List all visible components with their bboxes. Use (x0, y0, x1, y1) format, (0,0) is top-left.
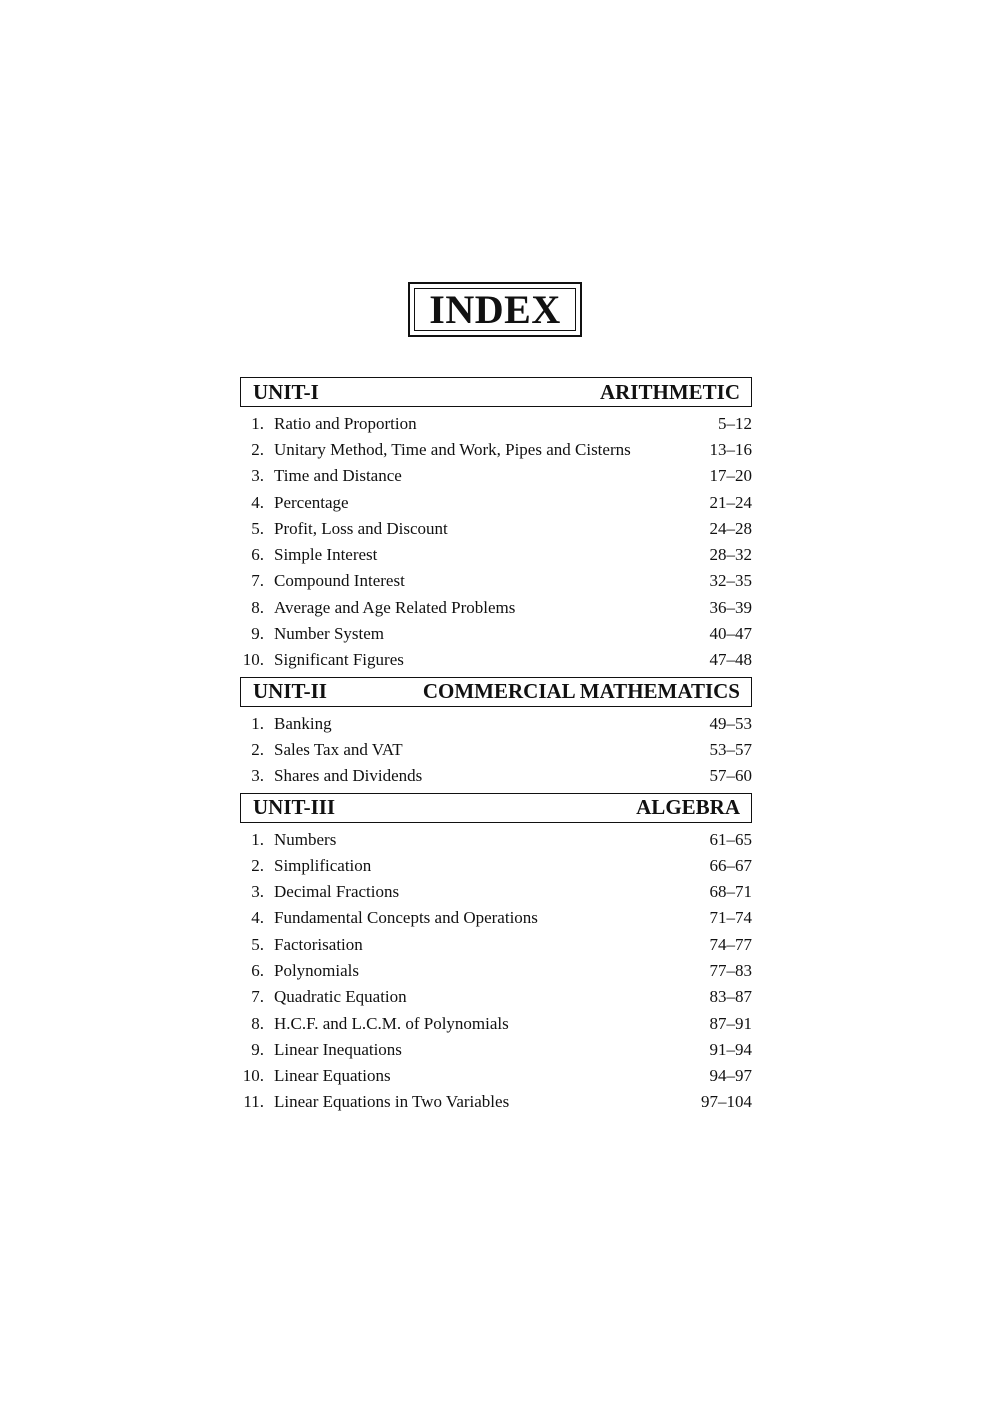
chapter-pages: 87–91 (709, 1013, 752, 1033)
chapter-number: 1. (251, 829, 264, 849)
chapter-pages: 97–104 (701, 1092, 752, 1112)
chapter-row (240, 905, 752, 931)
chapter-title: Decimal Fractions (274, 882, 400, 902)
chapter-row (240, 957, 752, 983)
chapter-title: Number System (274, 624, 385, 644)
chapter-pages: 17–20 (709, 466, 752, 486)
chapter-title: Simple Interest (274, 545, 378, 565)
chapter-list (240, 826, 752, 1115)
chapter-number: 5. (251, 518, 264, 538)
chapter-number: 2. (251, 439, 264, 459)
unit-subject: COMMERCIAL MATHEMATICS (422, 679, 740, 704)
index-content (240, 377, 752, 1115)
chapter-number: 1. (251, 713, 264, 733)
chapter-title: Percentage (274, 492, 349, 512)
chapter-title: Shares and Dividends (274, 766, 423, 786)
chapter-title: Banking (274, 713, 332, 733)
chapter-number: 3. (251, 766, 264, 786)
unit-header (240, 677, 752, 707)
chapter-row (240, 410, 752, 436)
chapter-number: 6. (251, 545, 264, 565)
chapter-title: Sales Tax and VAT (274, 739, 403, 759)
chapter-number: 10. (242, 1066, 264, 1086)
chapter-row (240, 1063, 752, 1089)
chapter-title: Polynomials (274, 960, 360, 980)
chapter-pages: 71–74 (709, 908, 752, 928)
chapter-row (240, 1089, 752, 1115)
chapter-pages: 91–94 (709, 1039, 752, 1059)
index-title-box (408, 282, 582, 337)
unit-subject: ARITHMETIC (599, 379, 740, 404)
chapter-pages: 40–47 (709, 624, 752, 644)
chapter-number: 9. (251, 1039, 264, 1059)
chapter-row (240, 878, 752, 904)
unit-label: UNIT-II (253, 679, 327, 704)
chapter-number: 8. (251, 1013, 264, 1033)
chapter-list (240, 710, 752, 789)
chapter-row (240, 736, 752, 762)
chapter-pages: 24–28 (709, 518, 752, 538)
chapter-title: Ratio and Proportion (274, 413, 417, 433)
chapter-pages: 66–67 (709, 855, 752, 875)
chapter-list (240, 410, 752, 673)
chapter-title: Linear Equations (274, 1066, 391, 1086)
chapter-row (240, 763, 752, 789)
chapter-title: Numbers (274, 829, 337, 849)
chapter-pages: 77–83 (709, 960, 752, 980)
chapter-pages: 94–97 (709, 1066, 752, 1086)
chapter-pages: 57–60 (709, 766, 752, 786)
chapter-number: 8. (251, 597, 264, 617)
index-title: INDEX (414, 288, 576, 331)
chapter-row (240, 463, 752, 489)
chapter-pages: 53–57 (709, 739, 752, 759)
unit-header (240, 793, 752, 823)
chapter-pages: 5–12 (718, 413, 752, 433)
chapter-number: 11. (243, 1092, 264, 1112)
chapter-title: Fundamental Concepts and Operations (274, 908, 538, 928)
chapter-row (240, 1010, 752, 1036)
chapter-number: 1. (251, 413, 264, 433)
chapter-title: Simplification (274, 855, 372, 875)
chapter-title: Unitary Method, Time and Work, Pipes and Cisterns (274, 439, 631, 459)
chapter-title: Time and Distance (274, 466, 402, 486)
chapter-number: 4. (251, 492, 264, 512)
chapter-title: Profit, Loss and Discount (274, 518, 448, 538)
chapter-pages: 21–24 (709, 492, 752, 512)
chapter-pages: 74–77 (709, 934, 752, 954)
chapter-row (240, 436, 752, 462)
chapter-row (240, 1036, 752, 1062)
chapter-pages: 61–65 (709, 829, 752, 849)
unit-label: UNIT-I (253, 379, 319, 404)
chapter-number: 7. (251, 987, 264, 1007)
chapter-number: 3. (251, 882, 264, 902)
chapter-number: 9. (251, 624, 264, 644)
chapter-pages: 68–71 (709, 882, 752, 902)
unit-label: UNIT-III (253, 795, 336, 820)
chapter-number: 6. (251, 960, 264, 980)
chapter-row (240, 931, 752, 957)
chapter-pages: 83–87 (709, 987, 752, 1007)
chapter-number: 4. (251, 908, 264, 928)
chapter-number: 2. (251, 855, 264, 875)
chapter-number: 10. (242, 650, 264, 670)
chapter-row (240, 620, 752, 646)
chapter-row (240, 852, 752, 878)
chapter-pages: 32–35 (709, 571, 752, 591)
chapter-title: Compound Interest (274, 571, 405, 591)
chapter-number: 7. (251, 571, 264, 591)
chapter-number: 5. (251, 934, 264, 954)
chapter-row (240, 984, 752, 1010)
chapter-title: Factorisation (274, 934, 363, 954)
unit-subject: ALGEBRA (636, 795, 740, 820)
chapter-title: Average and Age Related Problems (274, 597, 516, 617)
chapter-title: Quadratic Equation (274, 987, 407, 1007)
chapter-pages: 13–16 (709, 439, 752, 459)
chapter-title: Significant Figures (274, 650, 404, 670)
chapter-row (240, 826, 752, 852)
chapter-pages: 49–53 (709, 713, 752, 733)
chapter-pages: 47–48 (709, 650, 752, 670)
chapter-title: Linear Equations in Two Variables (274, 1092, 510, 1112)
chapter-row (240, 710, 752, 736)
chapter-number: 2. (251, 739, 264, 759)
chapter-pages: 28–32 (709, 545, 752, 565)
chapter-row (240, 515, 752, 541)
chapter-pages: 36–39 (709, 597, 752, 617)
chapter-row (240, 541, 752, 567)
chapter-row (240, 489, 752, 515)
chapter-number: 3. (251, 466, 264, 486)
chapter-row (240, 647, 752, 673)
chapter-title: Linear Inequations (274, 1039, 402, 1059)
chapter-title: H.C.F. and L.C.M. of Polynomials (274, 1013, 509, 1033)
chapter-row (240, 594, 752, 620)
chapter-row (240, 568, 752, 594)
unit-header (240, 377, 752, 407)
